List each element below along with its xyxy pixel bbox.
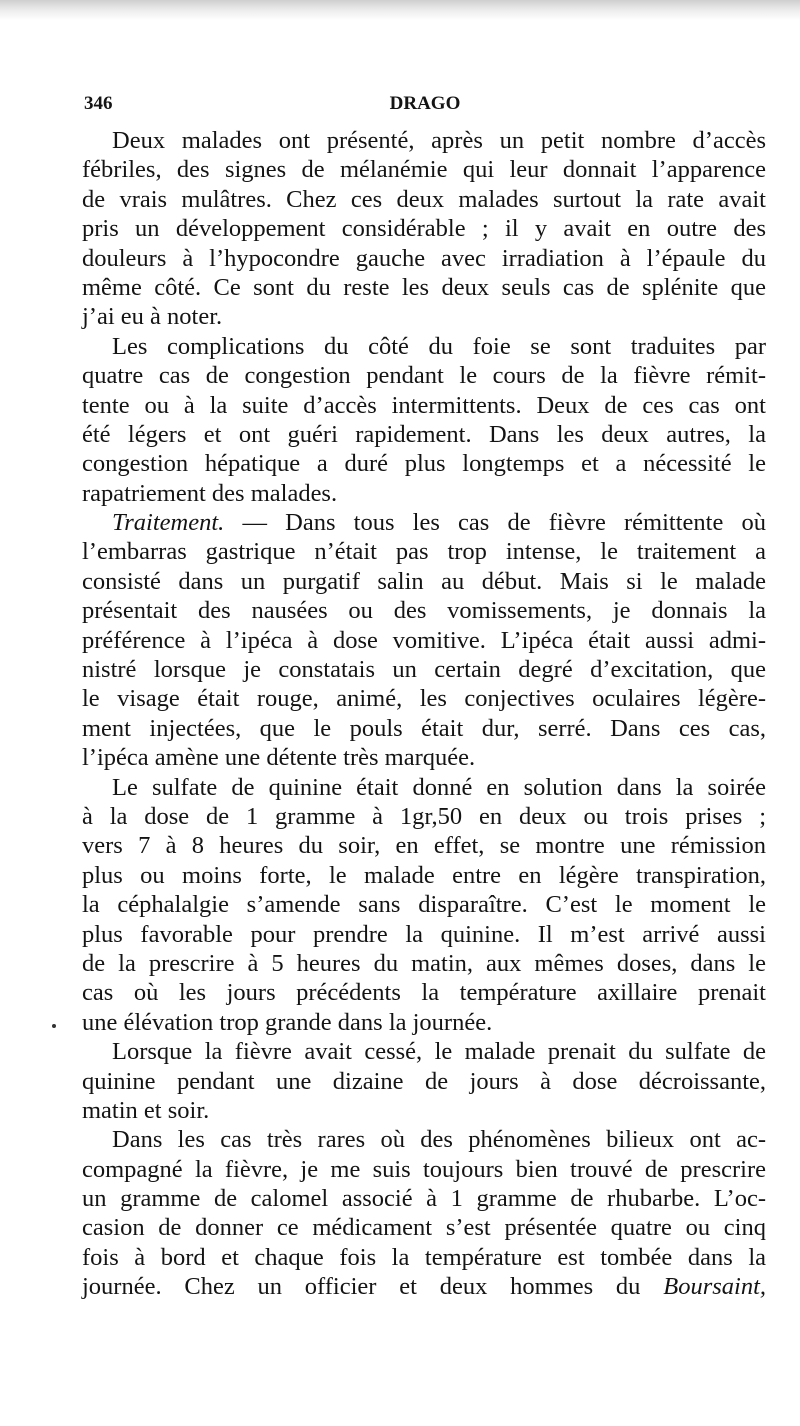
text-line: quatre cas de congestion pendant le cours de la fièvre rémit- xyxy=(82,362,766,390)
text-line: cas où les jours précédents la température axillaire prenait xyxy=(82,979,766,1007)
text-line: quinine pendant une dizaine de jours à dose décroissante, xyxy=(82,1067,766,1095)
page-number: 346 xyxy=(84,93,113,114)
text-line: Deux malades ont présenté, après un petit nombre d’accès xyxy=(112,127,766,154)
ship-name: Boursaint, xyxy=(663,1273,767,1301)
text-line: Les complications du côté du foie se sont traduites par xyxy=(112,332,766,360)
text-line: consisté dans un purgatif salin au début. Mais si le malade xyxy=(82,567,766,595)
text-line: tente ou à la suite d’accès intermittents. Deux de ces cas ont xyxy=(82,391,766,419)
text-line-boursaint xyxy=(82,1272,766,1301)
scan-top-shadow xyxy=(0,0,800,20)
text-line: présentait des nausées ou des vomissements, je donnais la xyxy=(82,597,766,625)
running-title: DRAGO xyxy=(389,93,461,114)
page-header xyxy=(84,93,766,123)
text-line: vers 7 à 8 heures du soir, en effet, se montre une rémission xyxy=(82,832,766,860)
text-line-traitement xyxy=(82,508,766,537)
text-line: rapatriement des malades. xyxy=(82,479,338,507)
text-line: le visage était rouge, animé, les conjectives oculaires légère- xyxy=(82,685,766,713)
text-line: compagné la fièvre, je me suis toujours bien trouvé de prescrire xyxy=(82,1155,766,1183)
text-line: ment injectées, que le pouls était dur, serré. Dans ces cas, xyxy=(82,714,766,742)
text-line: l’ipéca amène une détente très marquée. xyxy=(82,744,476,772)
text-line: à la dose de 1 gramme à 1gr,50 en deux ou trois prises ; xyxy=(82,802,766,830)
text-line: douleurs à l’hypocondre gauche avec irradiation à l’épaule du xyxy=(82,244,766,272)
text-line: été légers et ont guéri rapidement. Dans les deux autres, la xyxy=(82,420,766,448)
text-line: même côté. Ce sont du reste les deux seuls cas de splénite que xyxy=(82,273,766,301)
text-line: pris un développement considérable ; il y avait en outre des xyxy=(82,215,766,243)
margin-mark xyxy=(52,1024,56,1028)
text-line: préférence à l’ipéca à dose vomitive. L’ipéca était aussi admi- xyxy=(82,626,766,654)
text-line: Dans les cas très rares où des phénomènes bilieux ont ac- xyxy=(112,1126,766,1154)
text-line: plus favorable pour prendre la quinine. Il m’est arrivé aussi xyxy=(82,920,766,948)
text-line: Lorsque la fièvre avait cessé, le malade prenait du sulfate de xyxy=(112,1038,766,1066)
text-line: de la prescrire à 5 heures du matin, aux mêmes doses, dans le xyxy=(82,949,766,977)
text-line: l’embarras gastrique n’était pas trop intense, le traitement a xyxy=(82,538,766,566)
text-segment: — Dans tous les cas de fièvre rémittente où xyxy=(242,509,767,537)
text-line: matin et soir. xyxy=(82,1096,210,1124)
text-line: casion de donner ce médicament s’est présentée quatre ou cinq xyxy=(82,1214,766,1242)
section-heading-traitement: Traitement. xyxy=(112,509,225,537)
text-line: fois à bord et chaque fois la température est tombée dans la xyxy=(82,1243,766,1271)
text-line: la céphalalgie s’amende sans disparaître. C’est le moment le xyxy=(82,891,766,919)
text-line: congestion hépatique a duré plus longtemps et a nécessité le xyxy=(82,450,766,478)
body-text xyxy=(82,126,766,1302)
text-line: de vrais mulâtres. Chez ces deux malades surtout la rate avait xyxy=(82,185,766,213)
text-line: plus ou moins forte, le malade entre en légère transpiration, xyxy=(82,861,766,889)
text-line: j’ai eu à noter. xyxy=(82,303,223,331)
text-line: un gramme de calomel associé à 1 gramme de rhubarbe. L’oc- xyxy=(82,1185,766,1213)
text-line: une élévation trop grande dans la journée. xyxy=(82,1008,493,1036)
text-segment: journée. Chez un officier et deux hommes du xyxy=(82,1273,641,1301)
text-line: nistré lorsque je constatais un certain degré d’excitation, que xyxy=(82,656,766,684)
text-line: Le sulfate de quinine était donné en solution dans la soirée xyxy=(112,773,766,801)
text-line: fébriles, des signes de mélanémie qui leur donnait l’apparence xyxy=(82,156,766,184)
